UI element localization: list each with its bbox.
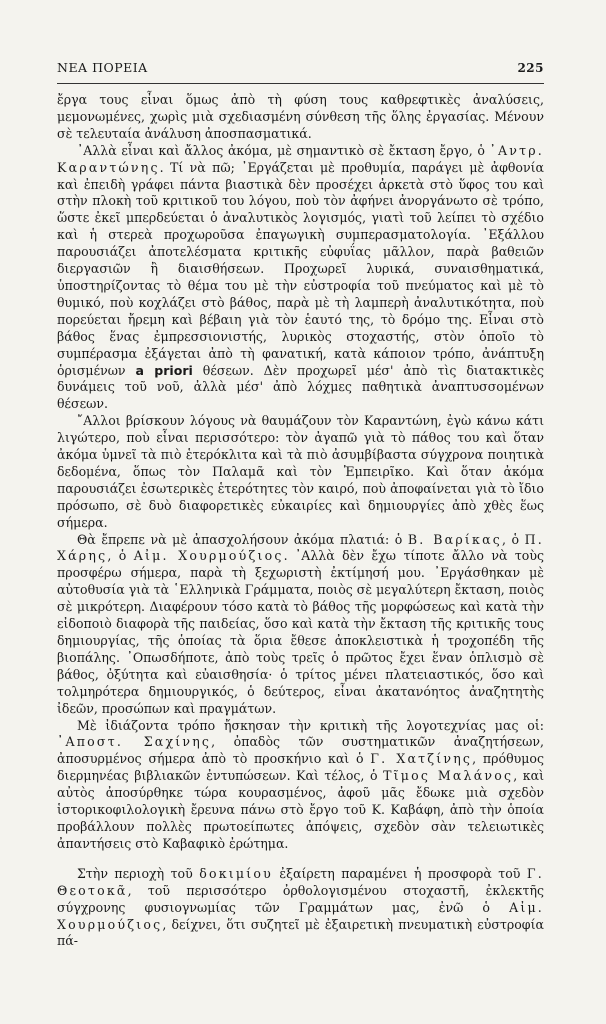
header-rule [57, 83, 544, 84]
running-header [57, 60, 544, 75]
text-run: , καὶ αὐτὸς ἀποσύρθηκε τώρα κουρασμένος, ἀφοῦ μᾶς ἔδωκε μιὰ σχεδὸν ἱστορικοφιλολογικὴ ἔρευνα πάνω στὸ ἔργο τοῦ Κ. Καβάφη, ἀπὸ τὴν ὁποία προβάλλουν πολλὲς πρωτοείπωτες ἀπόψεις, σχεδὸν σὰν τελειωτικὲς ἀπαντήσεις στὸ Καβαφικὸ ἐρώτημα. [57, 768, 544, 851]
text-run: Θὰ ἔπρεπε νὰ μὲ ἀπασχολήσουν ἀκόμα πλατιά: ὁ [77, 531, 408, 547]
spaced-name: Γ. Χατζίνης [370, 751, 473, 767]
text-run: Στὴν περιοχὴ τοῦ [77, 865, 200, 881]
spaced-name: Β. Βαρίκας [407, 531, 502, 547]
body-text [57, 92, 544, 950]
spaced-name: ᾿Αντρ. Καραντώνης [57, 142, 544, 175]
text-run: , δείχνει, ὅτι συζητεῖ μὲ ἐξαιρετικὴ πνευματικὴ εὐστροφία πά- [57, 916, 544, 949]
page-number: 225 [517, 61, 544, 75]
spaced-name: Γ. Θεοτοκᾶ [57, 865, 545, 898]
spaced-name: ᾿Αποστ. Σαχίνης [57, 734, 212, 750]
paragraph [57, 718, 544, 853]
text-run: ἐξαίρετη παραμένει ἡ προσφορὰ τοῦ [272, 865, 527, 881]
text-run: , πρόθυμος διερμηνέας βιβλιακῶν ἐντυπώσεων. Καὶ τέλος, ὁ [57, 751, 544, 784]
spaced-name: Τῖμος Μαλάνος [383, 768, 514, 784]
spaced-name: Αἰμ. Χουρμούζιος [57, 899, 544, 932]
spaced-name: Αἰμ. Χουρμούζιος [133, 548, 284, 564]
text-run: ῎Αλλοι βρίσκουν λόγους νὰ θαυμάζουν τὸν Καραντώνη, ἐγὼ κάνω κάτι λιγώτερο, ποὺ εἶναι περισσότερο: τὸν ἀγαπῶ γιὰ τὸ πάθος του καὶ ὅταν ἀκόμα ὑμνεῖ τὰ πιὸ ἑτερόκλιτα καὶ τὰ πιὸ ἀσυμβίβαστα σύγχρονα ποιητικὰ δεδομένα, ὅπως τὸν Παλαμᾶ καὶ τὸν Ἐμπειρῖκο. Καὶ ὅταν ἀκόμα παρουσιάζει ἐσωτερικὲς ἑτερότητες τὸν καιρό, ποὺ ἀποφαίνεται γιὰ τὸ ἴδιο πρόσωπο, σὲ δυὸ διαφορετικὲς εὐκαιρίες καὶ δημιουργίες ἀπὸ χθὲς ἕως σήμερα. [57, 413, 544, 530]
text-run: , ὁ [501, 531, 525, 547]
text-run: , τοῦ περισσότερο ὀρθολογισμένου στοχαστῆ, ἐκλεκτῆς σύγχρονης φυσιογνωμίας τῶν Γραμμάτων μας, ἐνῶ ὁ [57, 882, 544, 915]
text-run: , ὀπαδὸς τῶν συστηματικῶν ἀναζητήσεων, ἀποσυρμένος σήμερα ἀπὸ τὸ προσκήνιο καὶ ὁ [57, 734, 545, 767]
text-run: θέσεων. Δὲν προχωρεῖ μέσ' ἀπὸ τὶς διατακτικὲς δυνάμεις τοῦ νοῦ, ἀλλὰ μέσ' ἀπὸ λόχμες παθητικὰ ἀναπτυσσομένων θέσεων. [57, 362, 544, 412]
paragraph [57, 532, 544, 718]
paragraph [57, 413, 544, 531]
text-run: ᾿Αλλὰ εἶναι καὶ ἄλλος ἀκόμα, μὲ σημαντικὸ σὲ ἔκταση ἔργο, ὁ [77, 142, 490, 158]
paragraph [57, 866, 544, 951]
text-run: ἔργα τους εἶναι ὅμως ἀπὸ τὴ φύση τους καθρεφτικὲς ἀναλύσεις, μεμονωμένες, χωρὶς μιὰ σχεδιασμένη σύνθεση τῆς ὅλης ἐργασίας. Μένουν σὲ τελευταία ἀνάλυση ἀποσπασματικά. [57, 92, 544, 141]
text-run: Μὲ ἰδιάζοντα τρόπο ἤσκησαν τὴν κριτικὴ τῆς λογοτεχνίας μας οἱ: [77, 717, 544, 733]
spaced-name: δοκιμίου [199, 865, 273, 881]
text-run: . ᾿Αλλὰ δὲν ἔχω τίποτε ἄλλο νὰ τοὺς προσφέρω σήμερα, παρὰ τὴ ξεχωριστὴ ἐκτίμησή μου. ᾿Εργάσθηκαν μὲ αὐτοθυσία γιὰ τὰ ῾Ελληνικὰ Γράμματα, ποιὸς σὲ μεγαλύτερη ἔκταση, ποιὸς σὲ μικρότερη. Διαφέρουν τόσο κατὰ τὸ βάθος τῆς μορφώσεως καὶ κατὰ τὴν εἰδοποιὸ διαφορὰ τῆς παιδείας, ὅσο καὶ κατὰ τὴν ἔκταση τῆς κριτικῆς τους δημιουργίας, τῆς ὁποίας τὰ ὅρια ἔθεσε ἀποκλειστικὰ ἡ τροχοπέδη τῆς βιοπάλης. ᾿Οπωσδήποτε, ἀπὸ τοὺς τρεῖς ὁ πρῶτος ἔχει ἕναν ὁπλισμὸ σὲ βάθος, ὀξύτητα καὶ εὐαισθησία· ὁ τρίτος μένει πλατειαστικός, ὅσο καὶ τολμηρότερα δημιουργικός, ὁ δεύτερος, εἶναι ἀκατανόητος ἀναζητητὴς ἰδεῶν, προσώπων καὶ πραγμάτων. [57, 548, 544, 716]
paragraph [57, 143, 544, 414]
text-run: . Τί νὰ πῶ; ᾿Εργάζεται μὲ προθυμία, παράγει μὲ ἀφθονία καὶ ἐπειδὴ γράφει πάντα βιαστικὰ δὲν προσέχει ἀρκετὰ στὸ ὕφος του καὶ στὴν πλοκὴ τοῦ κριτικοῦ του λόγου, ποὺ τὸν ἀφήνει ἀνοργάνωτο σὲ τρόπο, ὥστε ἐκεῖ μπερδεύεται ὁ ἀναλυτικὸς λογισμός, γιατὶ τοῦ λείπει τὸ σχέδιο καὶ ἡ στερεὰ προχωροῦσα ἐπαγωγικὴ συμπερασματολογία. ᾿Εξάλλου παρουσιάζει ἀποτελέσματα κριτικῆς εὐφυΐας μᾶλλον, παρὰ βαθειῶν διεργασιῶν ἢ διαισθήσεων. Προχωρεῖ λυρικά, συναισθηματικά, ὑποστηρίζοντας τὸ θέμα του μὲ τὴν εὐστροφία τοῦ πνεύματος καὶ μὲ τὸ θυμικό, ποὺ κοχλάζει στὸ βάθος, παρὰ μὲ τὴ λαμπερὴ ἀναλυτικότητα, ποὺ πορεύεται ἤρεμη καὶ βέβαιη γιὰ τὸν ἑαυτό της, τὸ δρόμο της. Εἶναι στὸ βάθος ἕνας ἐμπρεσσιονιστής, λυρικὸς στοχαστής, στὸν ὁποῖο τὸ συμπέρασμα ἐξάγεται ἀπὸ τὴ φανατική, κατὰ κάποιον τρόπο, ἀνάπτυξη ὁρισμένων [57, 159, 544, 378]
spaced-name: Π. Χάρης [57, 531, 544, 564]
text-run: , ὁ [107, 548, 134, 564]
paragraph [57, 92, 544, 143]
running-title: ΝΕΑ ΠΟΡΕΙΑ [57, 60, 148, 75]
bold-phrase: a priori [135, 362, 193, 378]
